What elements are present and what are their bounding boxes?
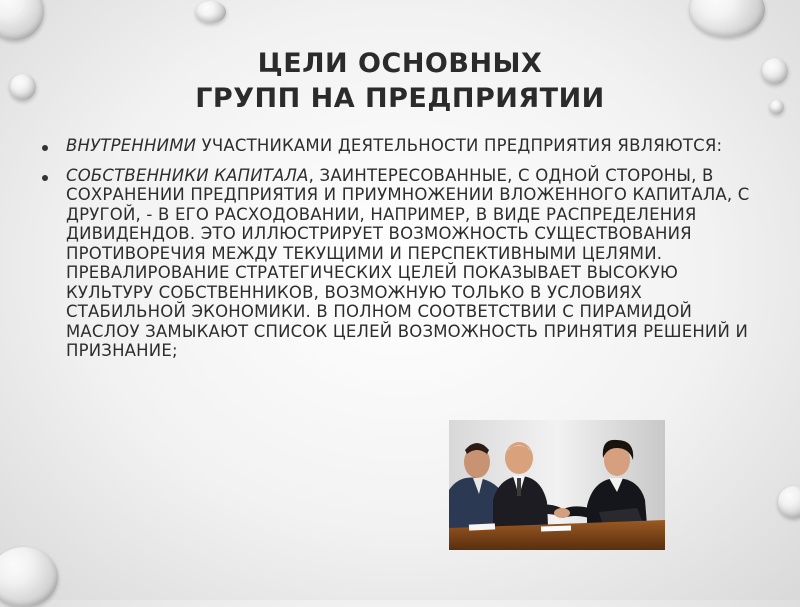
water-drop-decoration [0, 547, 58, 607]
bullet-emphasis: ВНУТРЕННИМИ [66, 136, 197, 155]
bullet-item [38, 166, 758, 361]
slide-title [0, 46, 800, 116]
bullet-emphasis: СОБСТВЕННИКИ КАПИТАЛА [66, 165, 309, 185]
slide-title-line-2: ГРУПП НА ПРЕДПРИЯТИИ [195, 83, 605, 114]
water-drop-decoration [0, 0, 44, 40]
bullet-body: , ЗАИНТЕРЕСОВАННЫЕ, С ОДНОЙ СТОРОНЫ, В СОХРАНЕНИИ ПРЕДПРИЯТИЯ И ПРИУМНОЖЕНИИ ВЛОЖЕННОГО КАПИТАЛА, С ДРУГОЙ, - В ЕГО РАСХОДОВАНИИ, НАПРИМЕР, В ВИДЕ РАСПРЕДЕЛЕНИЯ ДИВИДЕНДОВ. ЭТО ИЛЛЮСТРИРУЕТ ВОЗМОЖНОСТЬ СУЩЕСТВОВАНИЯ ПРОТИВОРЕЧИЯ МЕЖДУ ТЕКУЩИМИ И ПЕРСПЕКТИВНЫМИ ЦЕЛЯМИ. ПРЕВАЛИРОВАНИЕ СТРАТЕГИЧЕСКИХ ЦЕЛЕЙ ПОКАЗЫВАЕТ ВЫСОКУЮ КУЛЬТУРУ СОБСТВЕННИКОВ, ВОЗМОЖНУЮ ТОЛЬКО В УСЛОВИЯХ СТАБИЛЬНОЙ ЭКОНОМИКИ. В ПОЛНОМ СООТВЕТСТВИИ С ПИРАМИДОЙ МАСЛОУ ЗАМЫКАЮТ СПИСОК ЦЕЛЕЙ ВОЗМОЖНОСТЬ ПРИНЯТИЯ РЕШЕНИЙ И ПРИЗНАНИЕ; [66, 165, 750, 360]
business-meeting-photo [449, 420, 665, 550]
bullet-item [38, 136, 758, 156]
bullet-dot-icon [42, 145, 48, 151]
water-drop-decoration [778, 486, 800, 518]
bullet-text [66, 136, 758, 156]
bullet-text [66, 166, 758, 361]
slide-body [38, 136, 758, 371]
bullet-body: УЧАСТНИКАМИ ДЕЯТЕЛЬНОСТИ ПРЕДПРИЯТИЯ ЯВЛЯЮТСЯ: [196, 136, 723, 155]
slide-title-line-1: ЦЕЛИ ОСНОВНЫХ [257, 48, 543, 79]
bullet-dot-icon [42, 175, 48, 181]
business-meeting-illustration [449, 420, 665, 550]
water-drop-decoration [690, 0, 765, 37]
water-drop-decoration [196, 1, 226, 23]
